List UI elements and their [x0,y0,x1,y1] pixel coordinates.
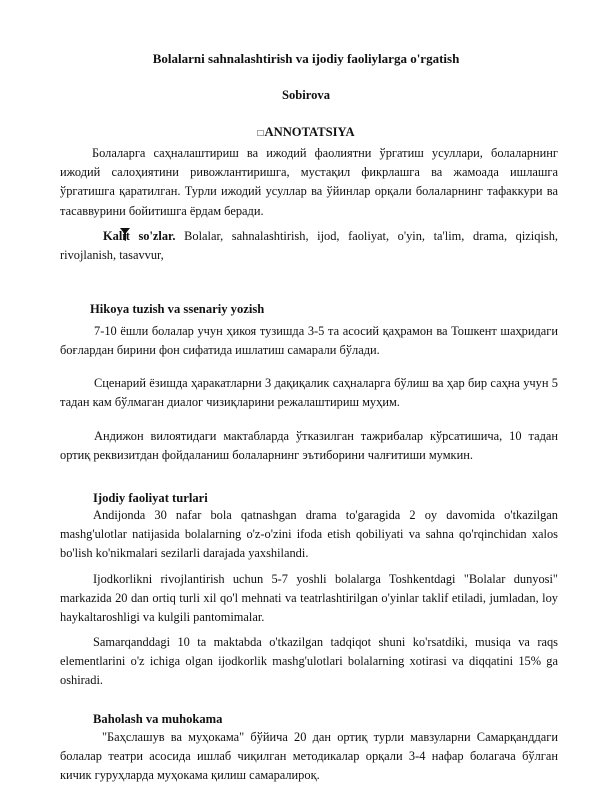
paper-title: Bolalarni sahnalashtirish va ijodiy faoliylarga o'rgatish [152,51,460,66]
annotation-marker-icon: □ [257,128,264,139]
section-heading-evaluation: Baholash va muhokama [93,712,223,726]
section-paragraph: 7-10 ёшли болалар учун ҳикоя тузишда 3-5 та асосий қаҳрамон ва Тошкент шаҳридаги боғлардан бирини фон сифатида ишлатиш самарали бўлади. [60,324,558,358]
section-paragraph: Ijodkorlikni rivojlantirish uchun 5-7 yoshli bolalarga Toshkentdagi "Bolalar dunyosi" markazida 20 dan ortiq turli xil qo'l mehnati va teatrlashtirilgan o'yinlar taklif etiladi, jumladan, loy haykaltaroshligi va kulgili pantomimalar. [60,572,558,625]
annotation-text: Болаларга саҳналаштириш ва ижодий фаолиятни ўргатиш усуллари, болаларнинг ижодий салоҳиятини ривожлантиришга, мустақил фикрлашга ва жамоада ишлашга ўргатишга қаратилган. Турли ижодий усуллар ва ўйинлар орқали болаларнинг тафаккури ва тасаввурини бойитишга ёрдам беради. [60,146,558,218]
author-name: Sobirova [281,88,331,102]
section-paragraph: Сценарий ёзишда ҳаракатларни 3 дақиқалик саҳналарга бўлиш ва ҳар бир саҳна учун 5 тадан кам бўлмаган диалог чизиқларини режалаштириш муҳим. [60,376,558,410]
section-paragraph: "Баҳслашув ва муҳокама" бўйича 20 дан ортиқ турли мавзуларни Самарқанддаги болалар театри асосида ишлаб чиқилган методикалар орқали 3-4 нафар болагача бўлган кичик гуруҳларда муҳокама қилиш самаралироқ. [60,730,558,783]
section-paragraph: Андижон вилоятидаги мактабларда ўтказилган тажрибалар кўрсатишича, 10 тадан ортиқ реквизитдан фойдаланиш болаларнинг эътиборини чалғитиши мумкин. [60,429,558,463]
annotation-heading [0,125,612,140]
keywords-paragraph [60,227,558,265]
section-paragraph: Andijonda 30 nafar bola qatnashgan drama to'garagida 2 oy davomida o'tkazilgan mashg'ulotlar natijasida bolalarning o'z-o'zini ifoda etish qobiliyati va sahna qo'rqinchidan xalos bo'lish ko'nikmalari sezilarli darajada yaxshilandi. [60,508,558,561]
section-paragraph: Samarqanddagi 10 ta maktabda o'tkazilgan tadqiqot shuni ko'rsatdiki, musiqa va raqs elementlarini o'z ichiga olgan ijodkorlik mashg'ulotlari bolalarning xotirasi va diqqatini 15% ga oshiradi. [60,635,558,688]
annotation-heading-text: ANNOTATSIYA [264,125,355,139]
section-heading-creative: Ijodiy faoliyat turlari [93,491,208,505]
keywords-text: Bolalar, sahnalashtirish, ijod, faoliyat, o'yin, ta'lim, drama, qiziqish, rivojlanish, tasavvur, [60,229,559,263]
funnel-icon [90,228,100,241]
keywords-label: Kalit so'zlar. [103,229,176,243]
section-heading-story: Hikoya tuzish va ssenariy yozish [90,302,265,316]
